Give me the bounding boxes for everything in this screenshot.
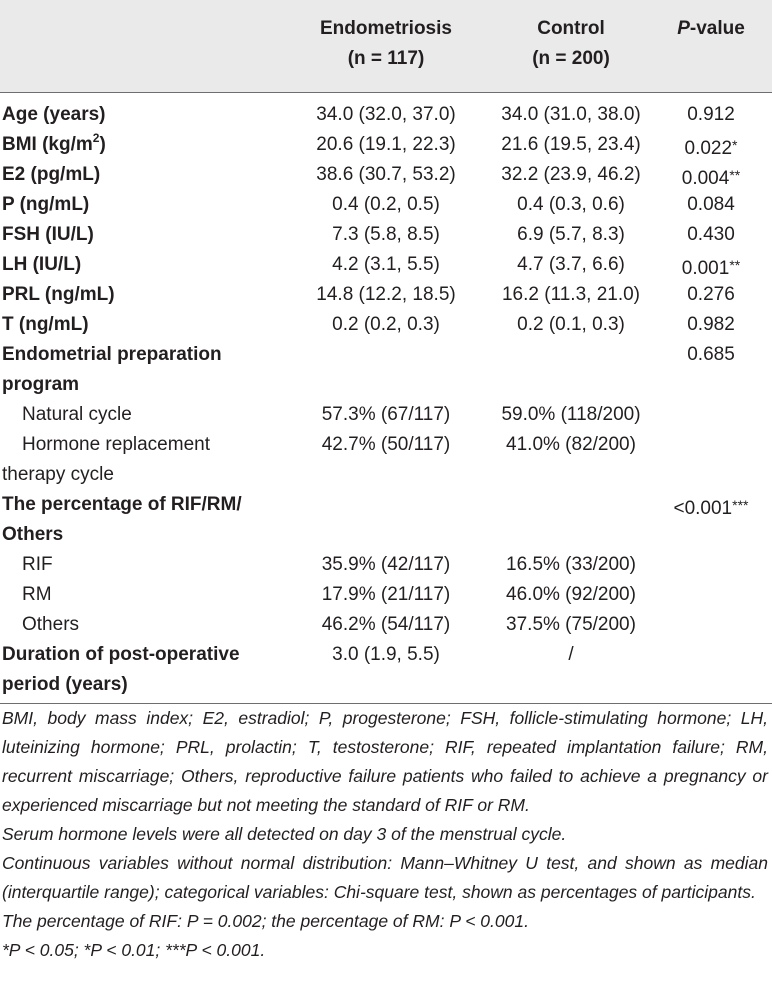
row-label: RIF bbox=[22, 554, 53, 575]
row-label: Duration of post-operative bbox=[2, 644, 240, 665]
p-value-text: 0.004 bbox=[681, 168, 730, 189]
p-value-text: <0.001 bbox=[673, 498, 733, 519]
cell-p-value: 0.685 bbox=[687, 344, 735, 365]
footnote-statistics: Continuous variables without normal distribution: Mann–Whitney U test, and shown as median (interquartile range); categorical variables: Chi-square test, shown as percentages of participants. bbox=[2, 853, 768, 902]
column-header-p-letter: P bbox=[677, 18, 690, 39]
cell-p-value bbox=[652, 250, 770, 284]
cell-p-value: 0.430 bbox=[687, 224, 735, 245]
cell-endometriosis: 7.3 (5.8, 8.5) bbox=[332, 224, 440, 245]
row-label: Age (years) bbox=[2, 104, 106, 125]
row-label: Others bbox=[22, 614, 80, 635]
cell-control: 16.2 (11.3, 21.0) bbox=[501, 284, 641, 305]
row-label bbox=[2, 130, 106, 160]
column-header-control-n: (n = 200) bbox=[532, 48, 610, 69]
row-label: T (ng/mL) bbox=[2, 314, 89, 335]
cell-control: 34.0 (31.0, 38.0) bbox=[501, 104, 641, 125]
significance-marker: ** bbox=[729, 257, 741, 273]
row-label-text-end: ) bbox=[99, 134, 106, 155]
column-header-control-title: Control bbox=[537, 18, 605, 39]
cell-p-value: 0.084 bbox=[687, 194, 735, 215]
row-label: E2 (pg/mL) bbox=[2, 164, 101, 185]
footnote-rif-rm: The percentage of RIF: P = 0.002; the percentage of RM: P < 0.001. bbox=[2, 911, 529, 931]
table-row bbox=[0, 250, 772, 280]
cell-control: / bbox=[568, 644, 574, 665]
cell-endometriosis: 57.3% (67/117) bbox=[321, 404, 451, 425]
cell-control: 37.5% (75/200) bbox=[506, 614, 636, 635]
cell-endometriosis: 0.4 (0.2, 0.5) bbox=[332, 194, 440, 215]
table-row bbox=[0, 580, 772, 610]
significance-marker: * bbox=[732, 137, 738, 153]
table-row bbox=[0, 100, 772, 130]
cell-control: 41.0% (82/200) bbox=[506, 434, 636, 455]
cell-endometriosis: 35.9% (42/117) bbox=[321, 554, 451, 575]
cell-endometriosis: 20.6 (19.1, 22.3) bbox=[316, 134, 456, 155]
cell-control: 16.5% (33/200) bbox=[506, 554, 636, 575]
table-row bbox=[0, 340, 772, 370]
footnote-abbreviations: BMI, body mass index; E2, estradiol; P, progesterone; FSH, follicle-stimulating hormone; LH, luteinizing hormone; PRL, prolactin; T, testosterone; RIF, repeated implantation failure; RM, recurrent miscarriage; Others, reproductive failure patients who failed to achieve a pregnancy or experienced miscarriage but not meeting the standard of RIF or RM. bbox=[2, 708, 768, 815]
column-header-control bbox=[486, 14, 656, 74]
row-label-text: BMI (kg/m bbox=[2, 134, 93, 155]
table-row bbox=[0, 430, 772, 460]
table-row-continuation bbox=[0, 460, 772, 490]
cell-p-value: 0.982 bbox=[687, 314, 735, 335]
table-row bbox=[0, 640, 772, 670]
cell-p-value bbox=[652, 490, 770, 524]
cell-endometriosis: 4.2 (3.1, 5.5) bbox=[332, 254, 440, 275]
cell-control: 0.2 (0.1, 0.3) bbox=[517, 314, 625, 335]
row-label: Endometrial preparation bbox=[2, 344, 222, 365]
cell-endometriosis: 0.2 (0.2, 0.3) bbox=[332, 314, 440, 335]
significance-marker: *** bbox=[732, 497, 749, 513]
cell-control: 32.2 (23.9, 46.2) bbox=[501, 164, 641, 185]
table-row bbox=[0, 490, 772, 520]
row-label: Hormone replacement bbox=[22, 434, 210, 455]
table-row-continuation bbox=[0, 520, 772, 550]
footnote-hormone-timing: Serum hormone levels were all detected on day 3 of the menstrual cycle. bbox=[2, 824, 567, 844]
row-label: LH (IU/L) bbox=[2, 254, 82, 275]
row-label-superscript: 2 bbox=[92, 131, 100, 145]
table-row bbox=[0, 550, 772, 580]
cell-control: 4.7 (3.7, 6.6) bbox=[517, 254, 625, 275]
table-row bbox=[0, 310, 772, 340]
table-row bbox=[0, 160, 772, 190]
cell-p-value bbox=[652, 160, 770, 194]
column-header-endometriosis-title: Endometriosis bbox=[320, 18, 452, 39]
table-row bbox=[0, 400, 772, 430]
cell-endometriosis: 46.2% (54/117) bbox=[321, 614, 451, 635]
table-row bbox=[0, 220, 772, 250]
cell-control: 21.6 (19.5, 23.4) bbox=[501, 134, 641, 155]
header-divider bbox=[0, 92, 772, 93]
cell-control: 46.0% (92/200) bbox=[506, 584, 636, 605]
table-row bbox=[0, 190, 772, 220]
cell-control: 0.4 (0.3, 0.6) bbox=[517, 194, 625, 215]
row-label: FSH (IU/L) bbox=[2, 224, 94, 245]
cell-endometriosis: 42.7% (50/117) bbox=[321, 434, 451, 455]
table-row bbox=[0, 610, 772, 640]
cell-p-value: 0.276 bbox=[687, 284, 735, 305]
footnote-significance: *P < 0.05; *P < 0.01; ***P < 0.001. bbox=[2, 940, 266, 960]
cell-endometriosis: 17.9% (21/117) bbox=[321, 584, 451, 605]
p-value-text: 0.022 bbox=[684, 138, 733, 159]
row-label-continued: Others bbox=[2, 524, 64, 545]
cell-endometriosis: 3.0 (1.9, 5.5) bbox=[332, 644, 440, 665]
column-header-p-rest: -value bbox=[689, 18, 745, 39]
cell-control: 59.0% (118/200) bbox=[501, 404, 641, 425]
row-label-continued: therapy cycle bbox=[2, 464, 114, 485]
row-label-continued: period (years) bbox=[2, 674, 128, 695]
column-header-endometriosis-n: (n = 117) bbox=[347, 48, 425, 69]
row-label: Natural cycle bbox=[22, 404, 132, 425]
significance-marker: ** bbox=[729, 167, 741, 183]
table-row-continuation bbox=[0, 370, 772, 400]
cell-control: 6.9 (5.7, 8.3) bbox=[517, 224, 625, 245]
p-value-text: 0.001 bbox=[681, 258, 730, 279]
column-header-endometriosis bbox=[286, 14, 486, 74]
row-label: The percentage of RIF/RM/ bbox=[2, 494, 242, 515]
cell-endometriosis: 14.8 (12.2, 18.5) bbox=[316, 284, 456, 305]
row-label-continued: program bbox=[2, 374, 80, 395]
row-label: PRL (ng/mL) bbox=[2, 284, 115, 305]
table-row bbox=[0, 130, 772, 160]
table-row bbox=[0, 280, 772, 310]
row-label: P (ng/mL) bbox=[2, 194, 90, 215]
column-header-p-value bbox=[652, 14, 770, 44]
row-label: RM bbox=[22, 584, 52, 605]
cell-p-value: 0.912 bbox=[687, 104, 735, 125]
cell-p-value bbox=[652, 130, 770, 164]
cell-endometriosis: 34.0 (32.0, 37.0) bbox=[316, 104, 456, 125]
cell-endometriosis: 38.6 (30.7, 53.2) bbox=[316, 164, 456, 185]
table-footnotes bbox=[2, 704, 768, 965]
table-row-continuation bbox=[0, 670, 772, 700]
